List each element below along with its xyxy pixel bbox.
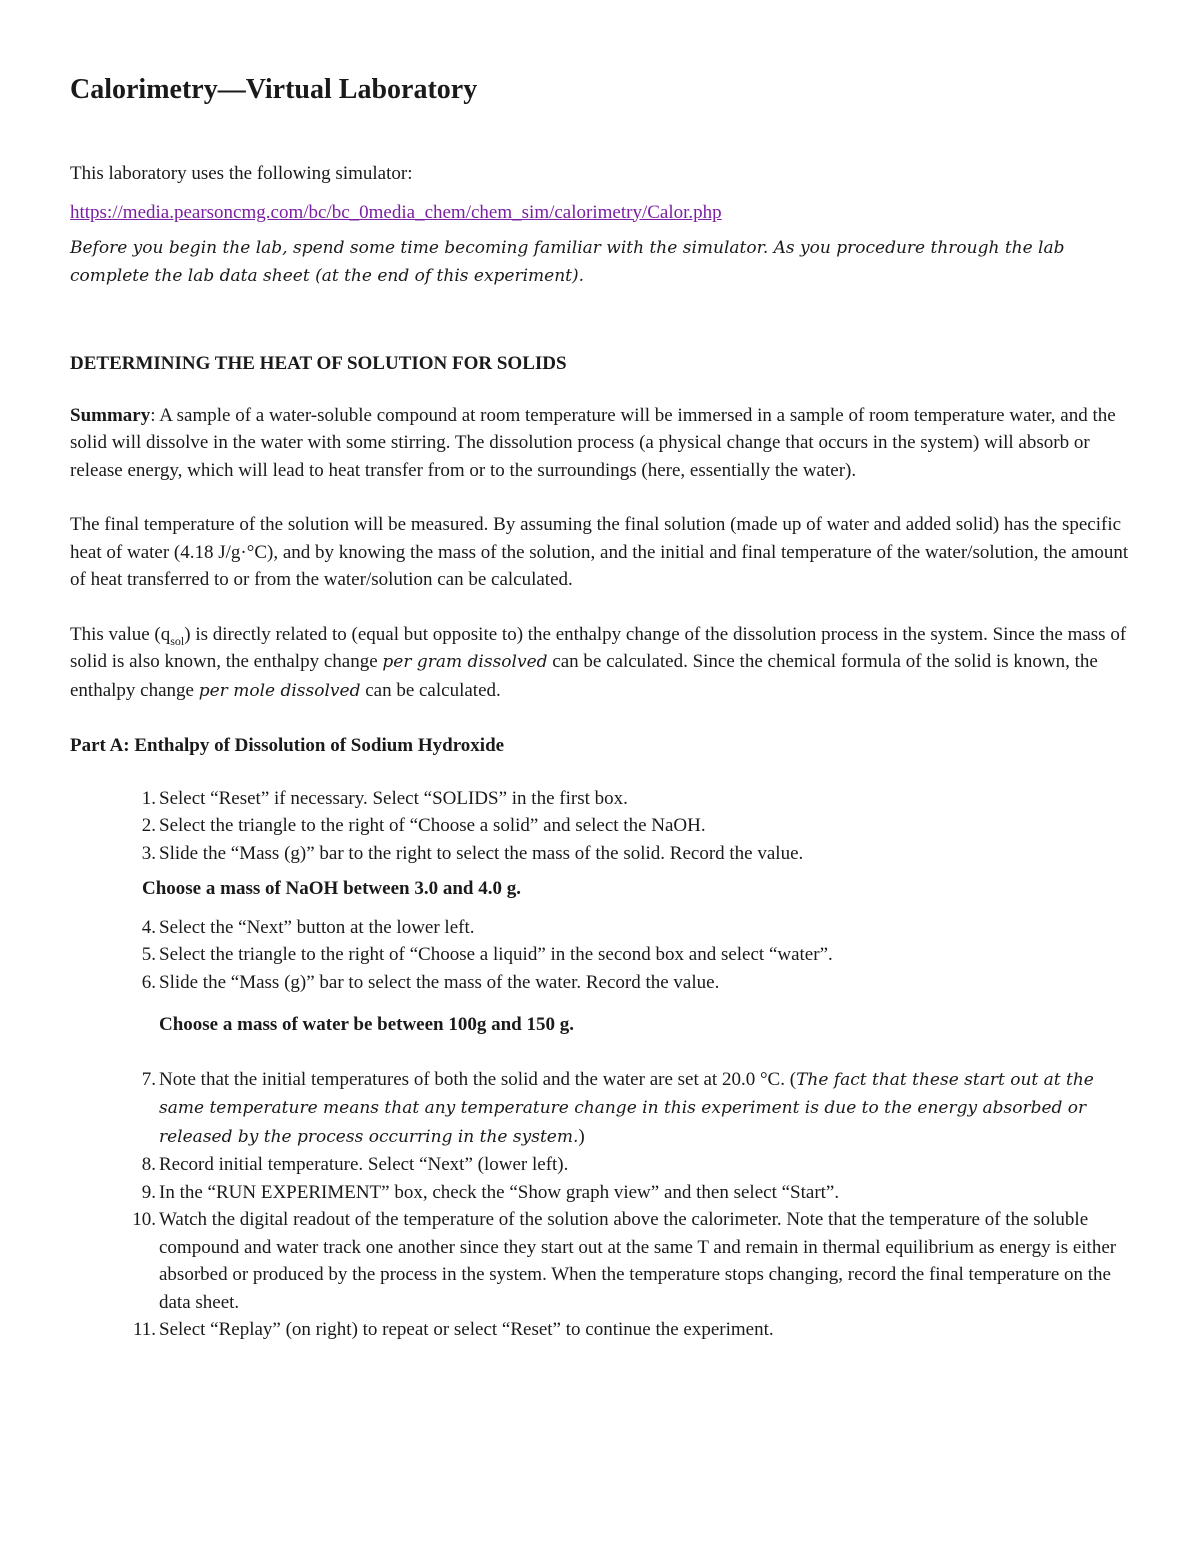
list-item: 2. Select the triangle to the right of “Choose a solid” and select the NaOH. [141, 815, 706, 836]
para3-text-f: can be calculated. [360, 679, 501, 701]
intro-line: This laboratory uses the following simulator: [70, 163, 413, 184]
step7-italic-note: The fact that these start out at the same temperature means that any temperature change in this experiment is due to the energy absorbed or released by the process occurring in the system. [159, 1069, 1094, 1147]
list-item: 4. Select the “Next” button at the lower left. [141, 916, 475, 938]
list-item: 6. Slide the “Mass (g)” bar to select the mass of the water. Record the value. [141, 971, 720, 993]
list-item: 3. Slide the “Mass (g)” bar to the right to select the mass of the solid. Record the value. [141, 842, 804, 864]
part-a-heading: Part A: Enthalpy of Dissolution of Sodium Hydroxide [70, 735, 505, 756]
list-item: 9. In the “RUN EXPERIMENT” box, check the “Show graph view” and then select “Start”. [141, 1181, 840, 1203]
q-sol-subscript: sol [170, 633, 185, 648]
para3-text-a: This value (q [70, 623, 171, 645]
steps-list-3 [70, 1066, 1132, 1344]
steps-list-1 [70, 785, 1132, 868]
para3-text-d: can be calculated. Since the chemical formula of the solid is known, the enthalpy change [70, 651, 1098, 701]
list-item: 5. Select the triangle to the right of “Choose a liquid” in the second box and select “water”. [141, 944, 833, 965]
list-item: 7. Note that the initial temperatures of both the solid and the water are set at 20.0 °C. (The fact that these start out at the same temperature means that any temperature change in this experiment is due to the energy absorbed or released by the process occurring in the system.) [141, 1068, 1094, 1147]
para3-text-b: ) is directly related to (equal but opposite to) the enthalpy change of the dissolution process in the system. Since the mass of solid is also known, the enthalpy change [70, 623, 1127, 672]
list-item: 10. Watch the digital readout of the temperature of the solution above the calorimeter. Note that the temperature of the soluble compound and water track one another since they start out at the same T and remain in thermal equilibrium as energy is either absorbed or produced by the process in the system. When the temperature stops changing, record the final temperature on the data sheet. [132, 1209, 1117, 1313]
section-heading: DETERMINING THE HEAT OF SOLUTION FOR SOLIDS [70, 353, 567, 374]
naoh-mass-note: Choose a mass of NaOH between 3.0 and 4.0 g. [142, 878, 521, 899]
summary-label: Summary [70, 404, 151, 426]
list-item: 8. Record initial temperature. Select “Next” (lower left). [141, 1154, 569, 1175]
per-gram-emphasis: per gram dissolved [382, 652, 548, 672]
simulator-link[interactable]: https://media.pearsoncmg.com/bc/bc_0media_chem/chem_sim/calorimetry/Calor.php [70, 201, 722, 223]
intro-note: Before you begin the lab, spend some time becoming familiar with the simulator. As you procedure through the lab complete the lab data sheet (at the end of this experiment). [70, 238, 1065, 286]
list-item: 1. Select “Reset” if necessary. Select “SOLIDS” in the first box. [141, 787, 628, 809]
summary-text: : A sample of a water-soluble compound at room temperature will be immersed in a sample of room temperature water, and the solid will dissolve in the water with some stirring. The dissolution process (a physical change that occurs in the system) will absorb or release energy, which will lead to heat transfer from or to the surroundings (here, essentially the water). [70, 404, 1116, 481]
list-item: 11. Select “Replay” (on right) to repeat or select “Reset” to continue the experiment. [132, 1319, 774, 1340]
specific-heat-paragraph: The final temperature of the solution will be measured. By assuming the final solution (made up of water and added solid) has the specific heat of water (4.18 J/g·°C), and by knowing the mass of the solution, and the initial and final temperature of the water/solution, the amount of heat transferred to or from the water/solution can be calculated. [70, 514, 1129, 590]
water-mass-note: Choose a mass of water be between 100g and 150 g. [159, 1014, 574, 1035]
per-mole-emphasis: per mole dissolved [198, 680, 361, 701]
document-page [70, 72, 1132, 1344]
summary-paragraph [70, 402, 1132, 485]
steps-list-2 [70, 914, 1132, 997]
page-title: Calorimetry—Virtual Laboratory [70, 74, 478, 105]
enthalpy-paragraph [70, 621, 1132, 706]
